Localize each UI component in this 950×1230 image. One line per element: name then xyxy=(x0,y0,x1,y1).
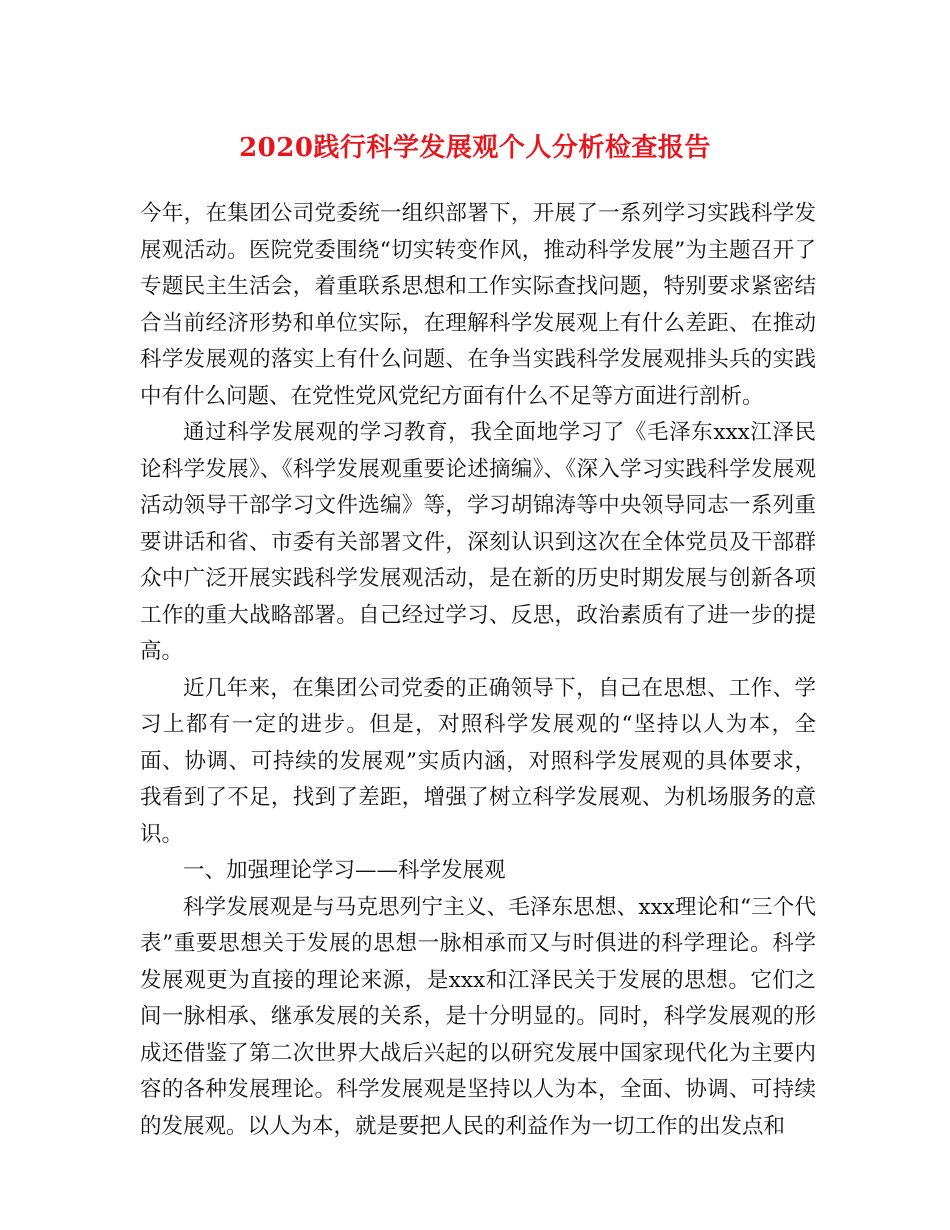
document-title: 2020践行科学发展观个人分析检查报告 xyxy=(239,133,711,163)
paragraph-2: 通过科学发展观的学习教育，我全面地学习了《毛泽东xxx江泽民论科学发展》、《科学发展观重要论述摘编》、《深入学习实践科学发展观活动领导干部学习文件选编》等，学习胡锦涛等中央领导同志一系列重要讲话和省、市委有关部署文件，深刻认识到这次在全体党员及干部群众中广泛开展实践科学发展观活动，是在新的历史时期发展与创新各项工作的重大战略部署。自己经过学习、反思，政治素质有了进一步的提高。 xyxy=(140,420,816,664)
paragraph-4: 科学发展观是与马克思列宁主义、毛泽东思想、xxx理论和“三个代表”重要思想关于发展的思想一脉相承而又与时俱进的科学理论。科学发展观更为直接的理论来源，是xxx和江泽民关于发展的思想。它们之间一脉相承、继承发展的关系，是十分明显的。同时，科学发展观的形成还借鉴了第二次世界大战后兴起的以研究发展中国家现代化为主要内容的各种发展理论。科学发展观是坚持以人为本，全面、协调、可持续的发展观。以人为本，就是要把人民的利益作为一切工作的出发点和 xyxy=(140,894,816,1139)
paragraph-3: 近几年来，在集团公司党委的正确领导下，自己在思想、工作、学习上都有一定的进步。但是，对照科学发展观的“坚持以人为本，全面、协调、可持续的发展观”实质内涵，对照科学发展观的具体要求，我看到了不足，找到了差距，增强了树立科学发展观、为机场服务的意识。 xyxy=(140,675,816,847)
document-body xyxy=(140,196,816,1145)
paragraph-1: 今年，在集团公司党委统一组织部署下，开展了一系列学习实践科学发展观活动。医院党委围绕“切实转变作风，推动科学发展”为主题召开了专题民主生活会，着重联系思想和工作实际查找问题，特别要求紧密结合当前经济形势和单位实际，在理解科学发展观上有什么差距、在推动科学发展观的落实上有什么问题、在争当实践科学发展观排头兵的实践中有什么问题、在党性党风党纪方面有什么不足等方面进行剖析。 xyxy=(140,201,816,409)
section-heading-1: 一、加强理论学习——科学发展观 xyxy=(183,858,506,883)
